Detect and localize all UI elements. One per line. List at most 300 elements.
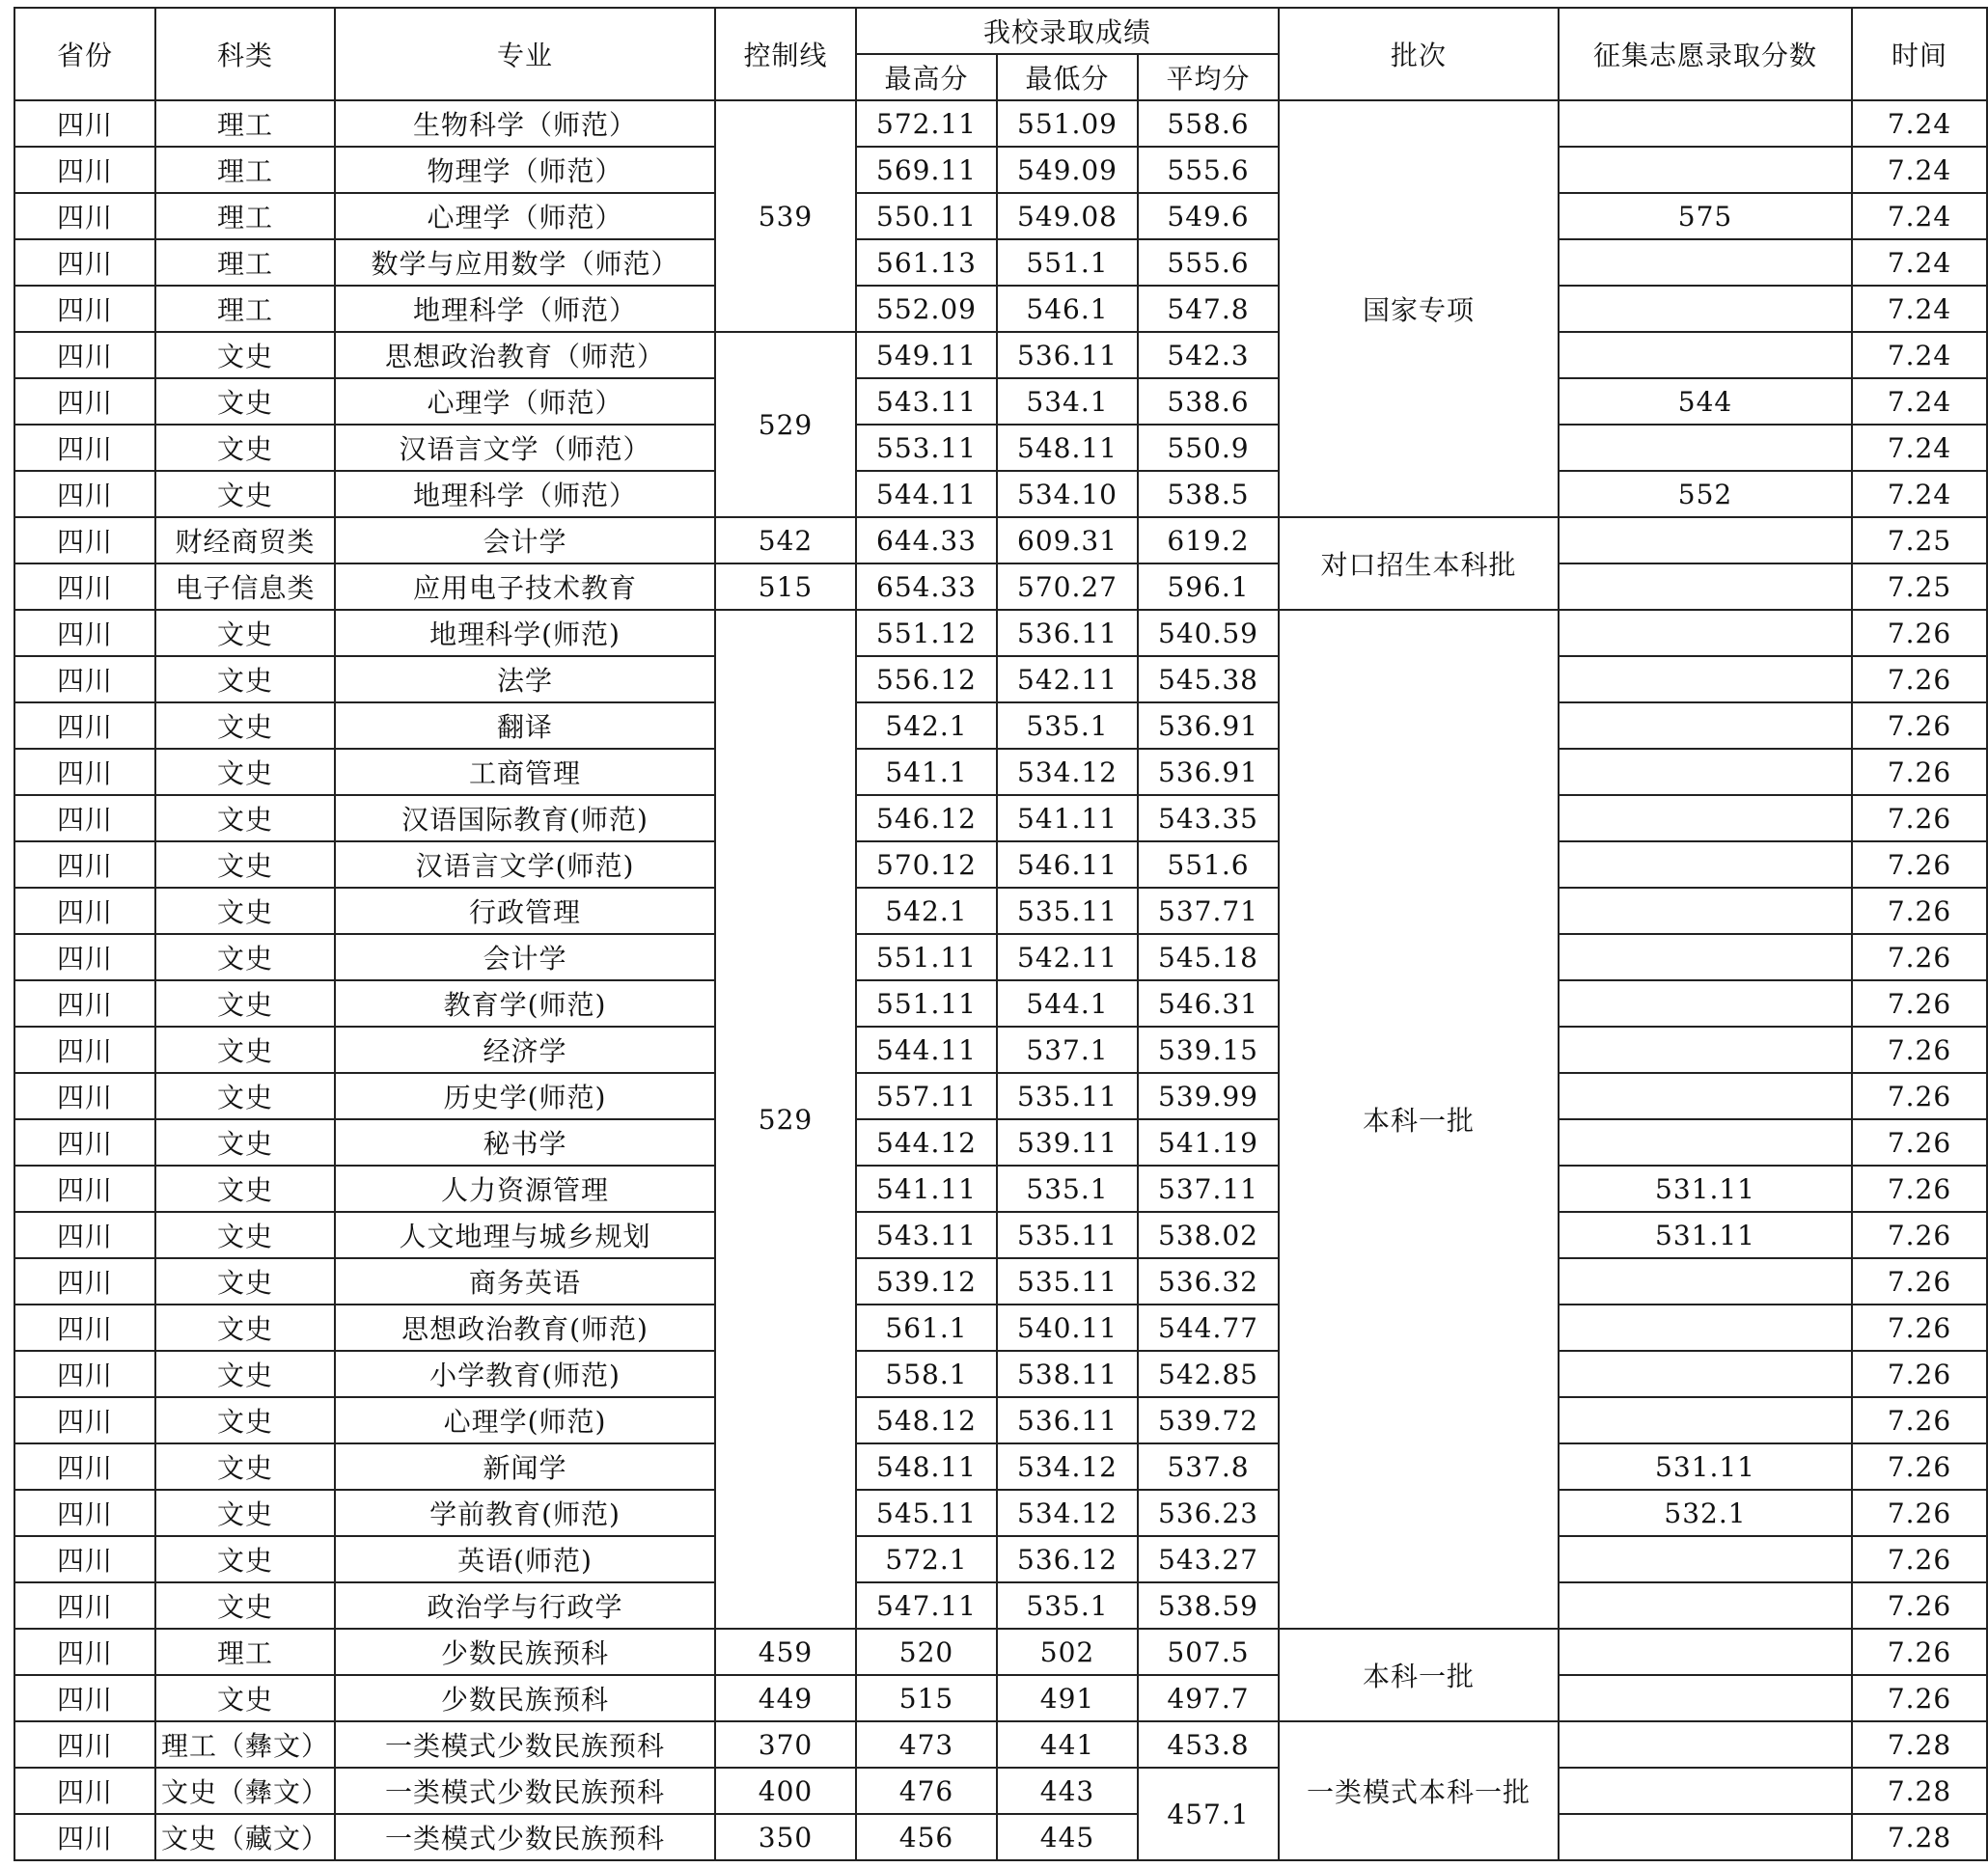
cell-min-score: 551.09 — [997, 100, 1138, 147]
cell-avg-score: 538.5 — [1138, 471, 1279, 517]
cell-province: 四川 — [14, 702, 155, 749]
cell-supplement — [1559, 1119, 1852, 1166]
cell-max-score: 552.09 — [856, 286, 997, 332]
table-row — [14, 332, 1987, 378]
table-row — [14, 100, 1987, 147]
cell-category: 电子信息类 — [155, 563, 335, 610]
cell-category: 文史 — [155, 749, 335, 795]
table-row — [14, 193, 1987, 239]
cell-time: 7.24 — [1852, 471, 1987, 517]
cell-avg-score: 543.27 — [1138, 1536, 1279, 1582]
cell-province: 四川 — [14, 934, 155, 980]
cell-avg-score: 539.99 — [1138, 1073, 1279, 1119]
cell-supplement — [1559, 1675, 1852, 1721]
cell-province: 四川 — [14, 610, 155, 656]
header-supplement: 征集志愿录取分数 — [1559, 8, 1852, 100]
cell-province: 四川 — [14, 795, 155, 841]
cell-province: 四川 — [14, 1212, 155, 1258]
cell-category: 理工 — [155, 100, 335, 147]
cell-avg-score: 538.02 — [1138, 1212, 1279, 1258]
cell-major: 少数民族预科 — [335, 1675, 715, 1721]
cell-min-score: 441 — [997, 1721, 1138, 1768]
cell-min-score: 536.11 — [997, 332, 1138, 378]
cell-province: 四川 — [14, 1351, 155, 1397]
cell-avg-score: 596.1 — [1138, 563, 1279, 610]
cell-province: 四川 — [14, 1721, 155, 1768]
cell-category: 文史 — [155, 471, 335, 517]
cell-category: 文史 — [155, 1119, 335, 1166]
cell-province: 四川 — [14, 1443, 155, 1490]
cell-avg-score: 536.91 — [1138, 749, 1279, 795]
cell-time: 7.26 — [1852, 1490, 1987, 1536]
cell-max-score: 541.1 — [856, 749, 997, 795]
cell-major: 秘书学 — [335, 1119, 715, 1166]
table-row — [14, 1675, 1987, 1721]
cell-time: 7.25 — [1852, 517, 1987, 563]
cell-min-score: 546.1 — [997, 286, 1138, 332]
cell-major: 汉语言文学（师范） — [335, 425, 715, 471]
table-row — [14, 656, 1987, 702]
cell-time: 7.24 — [1852, 147, 1987, 193]
table-row — [14, 1397, 1987, 1443]
cell-max-score: 520 — [856, 1629, 997, 1675]
cell-category: 文史 — [155, 656, 335, 702]
cell-time: 7.26 — [1852, 980, 1987, 1027]
cell-min-score: 549.09 — [997, 147, 1138, 193]
cell-batch: 一类模式本科一批 — [1279, 1721, 1559, 1860]
cell-major: 英语(师范) — [335, 1536, 715, 1582]
cell-avg-score: 542.85 — [1138, 1351, 1279, 1397]
table-row — [14, 517, 1987, 563]
cell-major: 人力资源管理 — [335, 1166, 715, 1212]
cell-province: 四川 — [14, 1258, 155, 1305]
cell-min-score: 535.1 — [997, 1582, 1138, 1629]
cell-major: 思想政治教育（师范） — [335, 332, 715, 378]
cell-avg-score: 497.7 — [1138, 1675, 1279, 1721]
cell-category: 理工（彝文） — [155, 1721, 335, 1768]
cell-max-score: 569.11 — [856, 147, 997, 193]
cell-control-line: 370 — [715, 1721, 856, 1768]
cell-avg-score: 536.91 — [1138, 702, 1279, 749]
cell-province: 四川 — [14, 471, 155, 517]
cell-min-score: 535.1 — [997, 702, 1138, 749]
cell-province: 四川 — [14, 1675, 155, 1721]
cell-province: 四川 — [14, 1166, 155, 1212]
cell-major: 一类模式少数民族预科 — [335, 1721, 715, 1768]
cell-category: 文史 — [155, 425, 335, 471]
cell-category: 文史（藏文） — [155, 1814, 335, 1860]
cell-major: 思想政治教育(师范) — [335, 1305, 715, 1351]
cell-province: 四川 — [14, 1582, 155, 1629]
header-major: 专业 — [335, 8, 715, 100]
cell-control-line: 542 — [715, 517, 856, 563]
cell-major: 教育学(师范) — [335, 980, 715, 1027]
table-row — [14, 749, 1987, 795]
cell-min-score: 570.27 — [997, 563, 1138, 610]
cell-supplement — [1559, 656, 1852, 702]
cell-province: 四川 — [14, 841, 155, 888]
cell-major: 一类模式少数民族预科 — [335, 1768, 715, 1814]
cell-max-score: 548.11 — [856, 1443, 997, 1490]
cell-avg-score: 545.18 — [1138, 934, 1279, 980]
cell-major: 数学与应用数学（师范） — [335, 239, 715, 286]
cell-province: 四川 — [14, 563, 155, 610]
cell-major: 会计学 — [335, 517, 715, 563]
cell-time: 7.26 — [1852, 1629, 1987, 1675]
cell-avg-score: 538.6 — [1138, 378, 1279, 425]
cell-max-score: 544.12 — [856, 1119, 997, 1166]
cell-time: 7.28 — [1852, 1814, 1987, 1860]
cell-province: 四川 — [14, 656, 155, 702]
cell-supplement — [1559, 1721, 1852, 1768]
cell-time: 7.24 — [1852, 378, 1987, 425]
cell-province: 四川 — [14, 332, 155, 378]
header-scores-group: 我校录取成绩 — [856, 8, 1279, 54]
cell-category: 理工 — [155, 147, 335, 193]
cell-max-score: 544.11 — [856, 471, 997, 517]
cell-major: 地理科学（师范） — [335, 286, 715, 332]
cell-avg-score: 549.6 — [1138, 193, 1279, 239]
table-row — [14, 286, 1987, 332]
cell-supplement — [1559, 239, 1852, 286]
table-row — [14, 425, 1987, 471]
cell-min-score: 544.1 — [997, 980, 1138, 1027]
cell-time: 7.26 — [1852, 1351, 1987, 1397]
cell-time: 7.24 — [1852, 425, 1987, 471]
table-row — [14, 1814, 1987, 1860]
cell-max-score: 644.33 — [856, 517, 997, 563]
cell-supplement — [1559, 563, 1852, 610]
cell-supplement — [1559, 1397, 1852, 1443]
cell-supplement — [1559, 980, 1852, 1027]
cell-avg-score: 540.59 — [1138, 610, 1279, 656]
cell-min-score: 551.1 — [997, 239, 1138, 286]
cell-max-score: 548.12 — [856, 1397, 997, 1443]
cell-min-score: 535.1 — [997, 1166, 1138, 1212]
cell-min-score: 534.10 — [997, 471, 1138, 517]
cell-supplement — [1559, 1768, 1852, 1814]
cell-time: 7.26 — [1852, 841, 1987, 888]
cell-major: 少数民族预科 — [335, 1629, 715, 1675]
cell-max-score: 557.11 — [856, 1073, 997, 1119]
table-row — [14, 239, 1987, 286]
cell-min-score: 542.11 — [997, 934, 1138, 980]
table-row — [14, 1490, 1987, 1536]
cell-time: 7.26 — [1852, 1258, 1987, 1305]
cell-control-line: 449 — [715, 1675, 856, 1721]
cell-avg-score: 546.31 — [1138, 980, 1279, 1027]
cell-province: 四川 — [14, 1629, 155, 1675]
cell-max-score: 543.11 — [856, 378, 997, 425]
table-row — [14, 1305, 1987, 1351]
table-row — [14, 1027, 1987, 1073]
cell-category: 理工 — [155, 286, 335, 332]
cell-province: 四川 — [14, 517, 155, 563]
cell-major: 工商管理 — [335, 749, 715, 795]
cell-avg-score: 550.9 — [1138, 425, 1279, 471]
table-row — [14, 1258, 1987, 1305]
cell-avg-score: 457.1 — [1138, 1768, 1279, 1860]
header-time: 时间 — [1852, 8, 1987, 100]
cell-supplement — [1559, 934, 1852, 980]
cell-category: 文史 — [155, 610, 335, 656]
table-row — [14, 702, 1987, 749]
admission-table-container — [14, 7, 1988, 1861]
cell-category: 文史 — [155, 1212, 335, 1258]
cell-supplement — [1559, 332, 1852, 378]
cell-max-score: 561.1 — [856, 1305, 997, 1351]
cell-major: 会计学 — [335, 934, 715, 980]
cell-province: 四川 — [14, 1027, 155, 1073]
cell-province: 四川 — [14, 286, 155, 332]
header-batch: 批次 — [1279, 8, 1559, 100]
cell-avg-score: 536.32 — [1138, 1258, 1279, 1305]
cell-supplement — [1559, 1305, 1852, 1351]
cell-supplement — [1559, 517, 1852, 563]
cell-category: 文史 — [155, 332, 335, 378]
cell-time: 7.26 — [1852, 1397, 1987, 1443]
cell-avg-score: 536.23 — [1138, 1490, 1279, 1536]
table-row — [14, 1768, 1987, 1814]
cell-min-score: 536.11 — [997, 1397, 1138, 1443]
cell-batch: 国家专项 — [1279, 100, 1559, 517]
cell-max-score: 547.11 — [856, 1582, 997, 1629]
cell-max-score: 476 — [856, 1768, 997, 1814]
cell-supplement — [1559, 1258, 1852, 1305]
cell-major: 地理科学（师范） — [335, 471, 715, 517]
cell-control-line: 529 — [715, 332, 856, 517]
table-row — [14, 1351, 1987, 1397]
cell-max-score: 556.12 — [856, 656, 997, 702]
cell-max-score: 570.12 — [856, 841, 997, 888]
cell-avg-score: 547.8 — [1138, 286, 1279, 332]
cell-control-line: 350 — [715, 1814, 856, 1860]
cell-min-score: 542.11 — [997, 656, 1138, 702]
cell-min-score: 546.11 — [997, 841, 1138, 888]
cell-province: 四川 — [14, 749, 155, 795]
cell-major: 汉语言文学(师范) — [335, 841, 715, 888]
cell-category: 文史 — [155, 1582, 335, 1629]
cell-control-line: 515 — [715, 563, 856, 610]
cell-supplement — [1559, 1027, 1852, 1073]
cell-avg-score: 555.6 — [1138, 147, 1279, 193]
cell-time: 7.26 — [1852, 1166, 1987, 1212]
cell-category: 财经商贸类 — [155, 517, 335, 563]
cell-time: 7.24 — [1852, 193, 1987, 239]
cell-max-score: 539.12 — [856, 1258, 997, 1305]
cell-supplement: 552 — [1559, 471, 1852, 517]
cell-supplement — [1559, 888, 1852, 934]
cell-avg-score: 619.2 — [1138, 517, 1279, 563]
cell-max-score: 515 — [856, 1675, 997, 1721]
table-row — [14, 1166, 1987, 1212]
cell-max-score: 456 — [856, 1814, 997, 1860]
cell-category: 文史 — [155, 702, 335, 749]
cell-max-score: 542.1 — [856, 888, 997, 934]
cell-supplement: 532.1 — [1559, 1490, 1852, 1536]
admission-scores-table — [14, 7, 1988, 1861]
cell-major: 商务英语 — [335, 1258, 715, 1305]
cell-avg-score: 507.5 — [1138, 1629, 1279, 1675]
cell-time: 7.28 — [1852, 1768, 1987, 1814]
cell-min-score: 535.11 — [997, 1073, 1138, 1119]
table-header — [14, 8, 1987, 100]
cell-province: 四川 — [14, 1536, 155, 1582]
cell-max-score: 654.33 — [856, 563, 997, 610]
table-row — [14, 1443, 1987, 1490]
cell-category: 文史 — [155, 934, 335, 980]
cell-max-score: 542.1 — [856, 702, 997, 749]
cell-major: 小学教育(师范) — [335, 1351, 715, 1397]
cell-time: 7.26 — [1852, 1027, 1987, 1073]
cell-time: 7.24 — [1852, 286, 1987, 332]
header-province: 省份 — [14, 8, 155, 100]
cell-time: 7.26 — [1852, 1119, 1987, 1166]
cell-min-score: 535.11 — [997, 888, 1138, 934]
cell-major: 物理学（师范） — [335, 147, 715, 193]
cell-avg-score: 539.15 — [1138, 1027, 1279, 1073]
cell-avg-score: 541.19 — [1138, 1119, 1279, 1166]
cell-supplement — [1559, 702, 1852, 749]
cell-supplement — [1559, 147, 1852, 193]
cell-major: 应用电子技术教育 — [335, 563, 715, 610]
cell-supplement: 531.11 — [1559, 1443, 1852, 1490]
cell-avg-score: 453.8 — [1138, 1721, 1279, 1768]
table-body — [14, 100, 1987, 1860]
cell-time: 7.26 — [1852, 1536, 1987, 1582]
header-category: 科类 — [155, 8, 335, 100]
cell-time: 7.26 — [1852, 1582, 1987, 1629]
cell-major: 新闻学 — [335, 1443, 715, 1490]
header-min-score: 最低分 — [997, 54, 1138, 100]
cell-major: 心理学（师范） — [335, 193, 715, 239]
cell-min-score: 535.11 — [997, 1212, 1138, 1258]
cell-supplement — [1559, 1814, 1852, 1860]
cell-category: 理工 — [155, 239, 335, 286]
cell-supplement: 544 — [1559, 378, 1852, 425]
cell-supplement — [1559, 100, 1852, 147]
cell-category: 文史 — [155, 1675, 335, 1721]
cell-control-line: 400 — [715, 1768, 856, 1814]
cell-batch: 对口招生本科批 — [1279, 517, 1559, 610]
table-row — [14, 1073, 1987, 1119]
cell-province: 四川 — [14, 239, 155, 286]
cell-max-score: 561.13 — [856, 239, 997, 286]
table-row — [14, 1721, 1987, 1768]
cell-control-line: 529 — [715, 610, 856, 1629]
cell-max-score: 545.11 — [856, 1490, 997, 1536]
cell-max-score: 544.11 — [856, 1027, 997, 1073]
cell-max-score: 551.12 — [856, 610, 997, 656]
cell-min-score: 534.12 — [997, 1490, 1138, 1536]
cell-category: 文史 — [155, 1443, 335, 1490]
cell-category: 文史 — [155, 1073, 335, 1119]
cell-min-score: 534.1 — [997, 378, 1138, 425]
cell-major: 一类模式少数民族预科 — [335, 1814, 715, 1860]
cell-province: 四川 — [14, 378, 155, 425]
cell-category: 理工 — [155, 1629, 335, 1675]
cell-time: 7.24 — [1852, 100, 1987, 147]
cell-max-score: 550.11 — [856, 193, 997, 239]
cell-major: 汉语国际教育(师范) — [335, 795, 715, 841]
cell-time: 7.26 — [1852, 795, 1987, 841]
cell-province: 四川 — [14, 1397, 155, 1443]
cell-category: 文史 — [155, 1397, 335, 1443]
cell-max-score: 551.11 — [856, 980, 997, 1027]
cell-time: 7.26 — [1852, 1443, 1987, 1490]
cell-time: 7.25 — [1852, 563, 1987, 610]
cell-time: 7.26 — [1852, 702, 1987, 749]
cell-min-score: 549.08 — [997, 193, 1138, 239]
cell-province: 四川 — [14, 147, 155, 193]
cell-avg-score: 555.6 — [1138, 239, 1279, 286]
cell-time: 7.26 — [1852, 749, 1987, 795]
cell-avg-score: 544.77 — [1138, 1305, 1279, 1351]
cell-control-line: 539 — [715, 100, 856, 332]
cell-category: 文史 — [155, 378, 335, 425]
cell-major: 学前教育(师范) — [335, 1490, 715, 1536]
cell-min-score: 536.12 — [997, 1536, 1138, 1582]
cell-province: 四川 — [14, 1073, 155, 1119]
cell-supplement — [1559, 1351, 1852, 1397]
cell-min-score: 537.1 — [997, 1027, 1138, 1073]
header-control-line: 控制线 — [715, 8, 856, 100]
cell-category: 文史 — [155, 1536, 335, 1582]
cell-province: 四川 — [14, 888, 155, 934]
cell-avg-score: 542.3 — [1138, 332, 1279, 378]
cell-supplement — [1559, 841, 1852, 888]
cell-avg-score: 538.59 — [1138, 1582, 1279, 1629]
cell-max-score: 572.11 — [856, 100, 997, 147]
cell-supplement: 531.11 — [1559, 1212, 1852, 1258]
cell-supplement: 531.11 — [1559, 1166, 1852, 1212]
cell-major: 心理学(师范) — [335, 1397, 715, 1443]
cell-province: 四川 — [14, 1305, 155, 1351]
table-row — [14, 378, 1987, 425]
cell-time: 7.26 — [1852, 934, 1987, 980]
cell-time: 7.28 — [1852, 1721, 1987, 1768]
cell-time: 7.26 — [1852, 1305, 1987, 1351]
cell-province: 四川 — [14, 1814, 155, 1860]
cell-supplement — [1559, 610, 1852, 656]
table-row — [14, 563, 1987, 610]
cell-min-score: 536.11 — [997, 610, 1138, 656]
header-avg-score: 平均分 — [1138, 54, 1279, 100]
cell-max-score: 541.11 — [856, 1166, 997, 1212]
cell-min-score: 502 — [997, 1629, 1138, 1675]
table-row — [14, 841, 1987, 888]
cell-time: 7.26 — [1852, 888, 1987, 934]
cell-time: 7.24 — [1852, 239, 1987, 286]
cell-province: 四川 — [14, 425, 155, 471]
cell-major: 心理学（师范） — [335, 378, 715, 425]
cell-min-score: 540.11 — [997, 1305, 1138, 1351]
cell-category: 文史 — [155, 1258, 335, 1305]
cell-min-score: 609.31 — [997, 517, 1138, 563]
cell-min-score: 539.11 — [997, 1119, 1138, 1166]
cell-min-score: 534.12 — [997, 749, 1138, 795]
cell-avg-score: 545.38 — [1138, 656, 1279, 702]
cell-province: 四川 — [14, 1490, 155, 1536]
cell-avg-score: 537.8 — [1138, 1443, 1279, 1490]
cell-avg-score: 558.6 — [1138, 100, 1279, 147]
cell-province: 四川 — [14, 193, 155, 239]
cell-supplement — [1559, 795, 1852, 841]
table-row — [14, 1212, 1987, 1258]
cell-supplement — [1559, 1073, 1852, 1119]
cell-province: 四川 — [14, 1768, 155, 1814]
cell-supplement — [1559, 1536, 1852, 1582]
